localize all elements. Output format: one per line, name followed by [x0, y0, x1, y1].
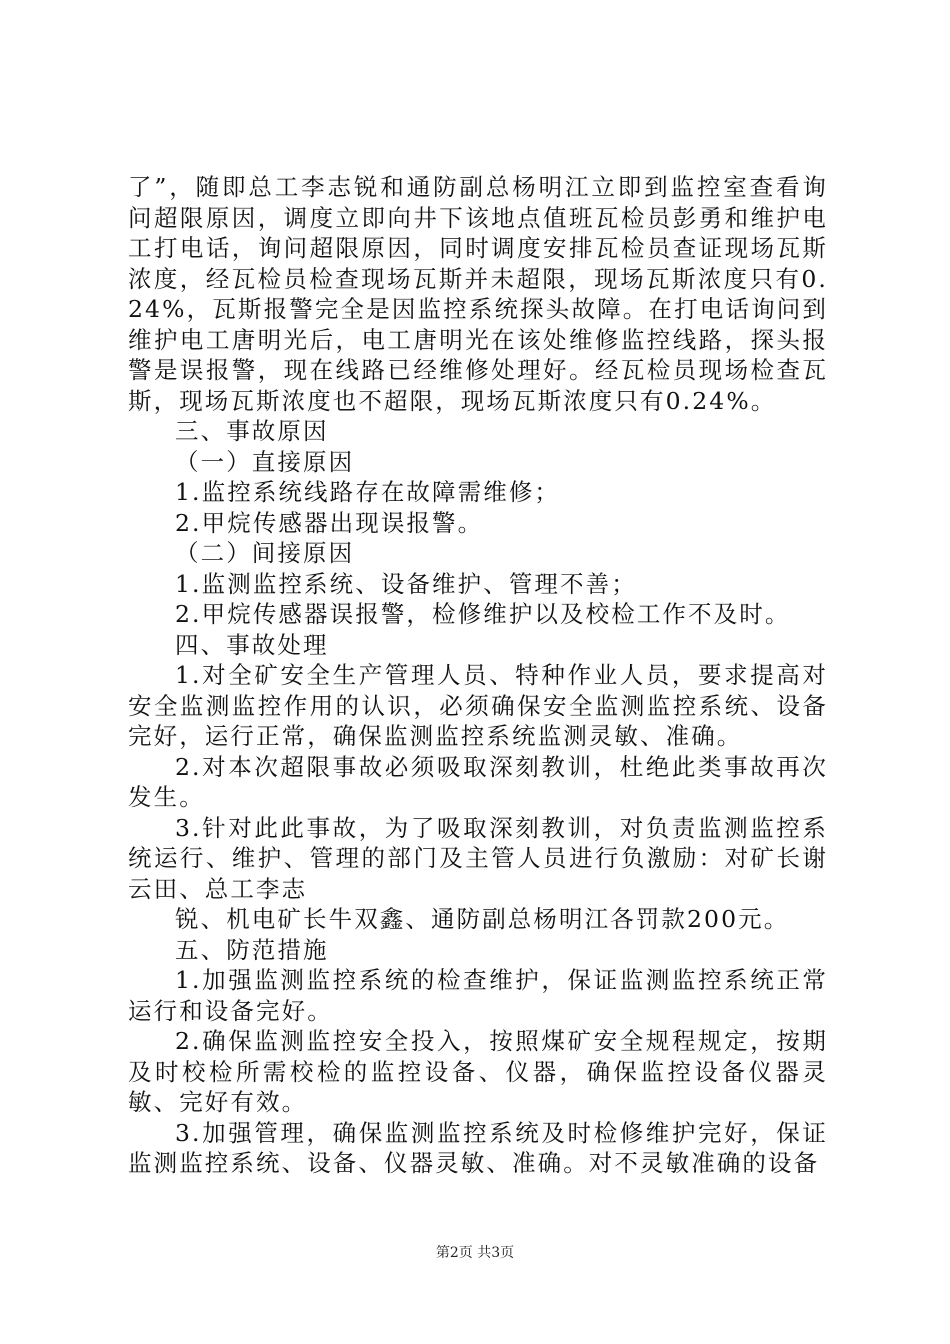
- document-body: [128, 172, 828, 1179]
- page-number-footer: 第2页 共3页: [435, 1245, 515, 1261]
- list-item-direct-cause-2: 2.甲烷传感器出现误报警。: [175, 508, 484, 537]
- list-item-handling-3-continued: 锐、机电矿长牛双鑫、通防副总杨明江各罚款200元。: [175, 905, 790, 933]
- heading-accident-causes: 三、事故原因: [175, 417, 329, 445]
- paragraph-incident-narrative: 了”，随即总工李志锐和通防副总杨明江立即到监控室查看询问超限原因，调度立即向井下该地点值班瓦检员彭勇和维护电工打电话，询问超限原因，同时调度安排瓦检员查证现场瓦斯浓度，经瓦检员检查现场瓦斯并未超限，现场瓦斯浓度只有0.24%，瓦斯报警完全是因监控系统探头故障。在打电话询问到维护电工唐明光后，电工唐明光在该处维修监控线路，探头报警是误报警，现在线路已经维修处理好。经瓦检员现场检查瓦斯，现场瓦斯浓度也不超限，现场瓦斯浓度只有0.24%。: [128, 173, 828, 415]
- heading-preventive-measures: 五、防范措施: [175, 935, 329, 964]
- list-item-indirect-cause-2: 2.甲烷传感器误报警，检修维护以及校检工作不及时。: [175, 600, 791, 628]
- list-item-indirect-cause-1: 1.监测监控系统、设备维护、管理不善；: [175, 569, 637, 598]
- list-item-handling-1: 1.对全矿安全生产管理人员、特种作业人员，要求提高对安全监测监控作用的认识，必须确保安全监测监控系统、设备完好，运行正常，确保监测监控系统监测灵敏、准确。: [128, 661, 828, 750]
- list-item-handling-2: 2.对本次超限事故必须吸取深刻教训，杜绝此类事故再次发生。: [128, 752, 828, 811]
- list-item-measure-2: 2.确保监测监控安全投入，按照煤矿安全规程规定，按期及时校检所需校检的监控设备、仪器，确保监控设备仪器灵敏、完好有效。: [128, 1027, 828, 1116]
- list-item-handling-3: 3.针对此此事故，为了吸取深刻教训，对负责监测监控系统运行、维护、管理的部门及主管人员进行负激励：对矿长谢云田、总工李志: [128, 813, 828, 903]
- heading-accident-handling: 四、事故处理: [175, 630, 329, 659]
- subheading-direct-causes: （一）直接原因: [175, 447, 355, 476]
- list-item-measure-3: 3.加强管理，确保监测监控系统及时检修维护完好，保证监测监控系统、设备、仪器灵敏、准确。对不灵敏准确的设备: [128, 1118, 828, 1177]
- list-item-direct-cause-1: 1.监控系统线路存在故障需维修；: [175, 478, 561, 506]
- subheading-indirect-causes: （二）间接原因: [175, 539, 355, 567]
- list-item-measure-1: 1.加强监测监控系统的检查维护，保证监测监控系统正常运行和设备完好。: [128, 966, 828, 1025]
